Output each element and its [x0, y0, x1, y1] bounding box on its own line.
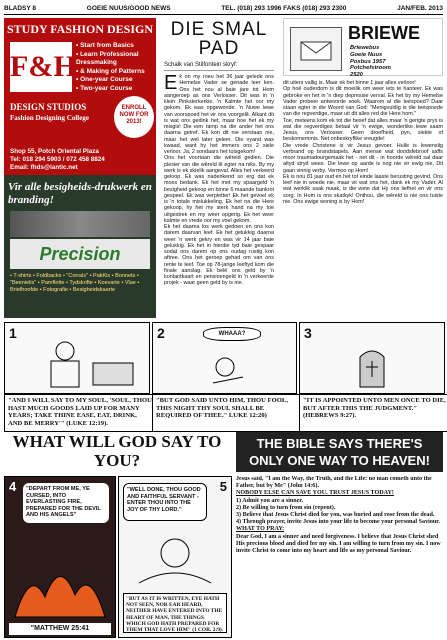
- fh-logo: F&H: [10, 42, 72, 92]
- address-line: 2520: [350, 72, 363, 79]
- shop-address: Shop 55, Potch Oriental Plaza: [10, 148, 99, 155]
- step-item: 3) Believe that Jesus Christ died for you, was buried and rose from the dead.: [236, 512, 435, 519]
- speech-bubble: "WELL DONE, THOU GOOD AND FAITHFUL SERVANT - ENTER THOU INTO THE JOY OF THY LORD.": [123, 483, 207, 521]
- step-item: 1) Admit you are a sinner.: [236, 497, 304, 504]
- scripture-quote: "AND I WILL SAY TO MY SOUL, 'SOUL, THOU HAST MUCH GOODS LAID UP FOR MANY YEARS; TAKE THINE EASE, EAT, DRINK, AND BE MERRY'" (LUKE 12:19).: [4, 394, 156, 432]
- article-paragraph: Ek het daarna los werk gedoen en ons kon darem daarvan leef. Ek het gelukkig daarna weer 'n werk gekry en was vir 14 jaar baie gelukkig. Ek het in hierdie tyd baie gespaar sodat ons darem op ons oudag rustig kon aftree. Ons het geroep gehad om van ons rente te leef. Toe op 78-jarige leeftyd kom die finale aanslag. Ek belê ons geld by 'n kontantkaart en pensioengeld in 'n verkeerde projek - waar geen geld by is nie.: [164, 224, 274, 287]
- letters-address: [350, 45, 391, 79]
- article-paragraph: Ek is nou 81 jaar oud en het tot einde laaste berusting gevind. Ons leef nie in woede nie, maar vir wat ons het, dank ek my Vader. Al wat werklik saak maak, is die wete dat Hy ons liefhet en vir ons sorg. In Hom is ons skatkyk! Onthou, die wêreld is nie ons tuiste nie. Ons ewige woning is by Hom!: [283, 173, 443, 205]
- address-line: Goeie Nuus: [350, 51, 383, 58]
- comic-panel: [299, 322, 445, 394]
- product-photo: [10, 211, 150, 237]
- article-paragraph: Ons het voortaan die wêreld gedien. Die plesier van die wêreld lê egter na niks. By my werk is ek skielik aangeval. Alles het verkeerd geloop. Ek was nadenkend so erg dat ek moes bedank. Ek het met my spaargeld 'n besigheid gekoop en binne 6 maande bankrot gespeel. Ek was verpletter! Ek het gevoel ek is 'n totale mislukkeling. Ek het na die Here gekoop, hy het my sterk hand na my toe uitgestrek en my weer opgerig. Ek het weer kalmte en vrede oor my voel gekom.: [164, 155, 274, 224]
- comic-panel: [4, 322, 150, 394]
- ad-title: STUDY FASHION DESIGN: [6, 22, 154, 36]
- ad-contact: [10, 148, 156, 172]
- article-continued: [283, 80, 443, 318]
- precision-logo: Precision: [10, 239, 150, 269]
- comic-panel: [4, 476, 116, 638]
- article-author: Schalk van Stilfontein skryf:: [164, 62, 274, 71]
- address-line: Posbus 1957: [350, 58, 386, 65]
- page-header: [4, 3, 443, 15]
- letters-title: BRIEWE: [348, 23, 420, 43]
- step-item: 4) Through prayer, invite Jesus into your life to become your personal Saviour.: [236, 519, 440, 526]
- ad-bullet: • One-year Course: [76, 76, 133, 83]
- ad-bullet: • Two-year Course: [76, 84, 133, 92]
- comic-strip: [4, 322, 446, 428]
- scripture-quote: "IT IS APPOINTED UNTO MEN ONCE TO DIE, BUT AFTER THIS THE JUDGMENT." (HEBREWS 9:27).: [299, 394, 447, 432]
- ad-phone: Tel: 018 294 5903 / 072 458 8824: [10, 156, 105, 163]
- ad-bullet: • Learn Professional Dressmaking: [76, 50, 139, 66]
- banner-line: THE BIBLE SAYS THERE'S: [256, 436, 423, 451]
- trust-jesus-line: NOBODY ELSE CAN SAVE YOU. TRUST JESUS TODAY!: [236, 490, 394, 497]
- ad-bullet: • & Making of Patterns: [76, 67, 145, 75]
- panel-number: 3: [304, 325, 312, 341]
- judgment-title: WHAT WILL GOD SAY TO YOU?: [12, 432, 222, 470]
- article-paragraph: k on my roeu het 36 jaar gelede ons Hemelse Vader se genade leer ken. Ons het nou al baie jare tot Hom aangeroep as ons Verlosser. Dit was in 'n klein Pinksterkerkie. 'n Kalmte het oor my gekom. Ek was opgewonde. 'n Nuwe lewe van voorspoed het vir ons voorgelê. Alkant dit is wat ons gedink het, maar hoe het ek my misgis! Die een ramp na die ander het ons daarna getref. Ek kon dit nie verstaan nie, maar het wel later geleer. Die vyand was kwaad, want hy het immers ons 2 siele verloor. Ja, 2 sondaars het tuisgekom!: [164, 74, 274, 155]
- college-line: Fashion Designing College: [10, 114, 89, 122]
- article-title: DIE SMAL PAD: [170, 19, 268, 59]
- article-paragraph: Toe, meteens kom ek tot die besef dat alles maar 'n gerigte prys is wat die regverdiges betaal vir 'n ewige, wonderlike lewe saam Jesus, ons Verlosser. Geen droefheid, pyn, siekte of beskomemmis. Net onbeskryflike vreugde!: [283, 117, 443, 143]
- ad-headline: Vir alle besigheids-drukwerk en branding!: [8, 181, 152, 206]
- bible-banner: [236, 432, 443, 472]
- salvation-steps: [236, 476, 443, 636]
- rich-man-illustration: [5, 323, 149, 393]
- panel-number: 5: [219, 479, 227, 494]
- issue-date: JAN/FEB. 2013: [397, 5, 443, 12]
- comic-panel: [152, 322, 297, 394]
- banner-line: ONLY ONE WAY TO HEAVEN!: [249, 453, 430, 468]
- article-paragraph: Op hoë ouderdom is dit moeilik om weer iets te hanteer. Ek was gebroke en het in 'n diep depressie verval. Ek het by my Hemelse Vader probeer antwoorde soek. Waarom al die teëspoed? Daar staan egter in die Woord van God: "Menigvuldig is die teëspoede van die regverdige, maar uit dit alles red die Here hom.": [283, 86, 443, 118]
- grave-illustration: [300, 323, 444, 393]
- studio-line: DESIGN STUDIOS: [10, 102, 87, 112]
- ad-bullets: [76, 42, 154, 93]
- heaven-illustration: [119, 523, 231, 593]
- services-list: • T-shirts • Foldbacks • "Corrals" • PakKis • Bonnets • "Beenielis" • Pamflette • Tydskrifte • Koevarte • Vlae • Briefhoofde • Fotografie • Besigheidskaarte: [10, 273, 140, 293]
- panel-number: 1: [9, 325, 17, 341]
- scripture-quote: "BUT GOD SAID UNTO HIM, THOU FOOL, THIS NIGHT THY SOUL SHALL BE REQUIRED OF THEE." LUKE 12:20): [152, 394, 303, 432]
- panel-number: 2: [157, 325, 165, 341]
- fire-illustration: [5, 477, 115, 637]
- studio-name: [10, 102, 110, 124]
- drop-cap: E: [164, 74, 178, 94]
- panel-number: 4: [9, 479, 17, 494]
- article-paragraph: dit uiters vallig is. Maar ek het binne 1 jaar alles verloor!: [283, 80, 416, 86]
- speech-bubble: "DEPART FROM ME, YE CURSED, INTO EVERLASTING FIRE, PREPARED FOR THE DEVIL AND HIS ANGELS": [23, 483, 109, 523]
- speech-bubble: WHAAA?: [203, 327, 261, 341]
- comic-panel: [118, 476, 232, 638]
- page-number: BLADSY 8: [4, 5, 37, 12]
- prayer-text: Dear God, I am a sinner and need forgiveness. I believe that Jesus Christ shed His precious blood and died for my sin. I am willing to turn from my sin. I now invite Christ to come into my heart and life as my personal Saviour.: [236, 533, 441, 555]
- ad-bullet: • Start from Basics: [76, 42, 134, 49]
- precision-print-ad: [4, 175, 156, 318]
- judgment-comic: [4, 476, 230, 636]
- article-paragraph: Die vrede Christene is vir Jesus gevoer. Hulle is lewenslig verbrand op brandstapels. Aan mense wat doodsfebroof saffs moor traumadourgemaak het - net dit - in hoorde wêreld sal daar altyd stryd wees. Die lewe op aarde is nog nie vir ewig nie. Dit gaan vinnig verby. Vermoo op Hom!: [283, 142, 443, 174]
- contact-line: TEL. (018) 293 1996 FAKS (018) 293 2300: [221, 5, 347, 12]
- what-to-pray-heading: WHAT TO PRAY:: [236, 526, 285, 533]
- address-line: Briewebus: [350, 45, 380, 51]
- publication-name: GOEIE NUUS/GOOD NEWS: [86, 5, 171, 12]
- scripture-reference: "MATTHEW 25:41: [9, 623, 111, 635]
- article-body: [164, 74, 274, 318]
- enroll-badge: ENROLL NOW FOR 2013!: [114, 96, 154, 138]
- address-line: Potchefstroom: [350, 65, 391, 72]
- letters-box: [283, 18, 443, 79]
- intro-verse: Jesus said, "I am the Way, the Truth, and the Life: no man cometh unto the Father, but by Me" (John 14:6).: [236, 476, 432, 490]
- mailbox-icon: [290, 27, 342, 71]
- ad-email: Email: fhds@lantic.net: [10, 164, 78, 171]
- step-item: 2) Be willing to turn from sin (repent).: [236, 504, 336, 511]
- scripture-quote: "BUT AS IT IS WRITTEN, EYE HATH NOT SEEN, NOR EAR HEARD, NEITHER HAVE ENTERED INTO THE HEART OF MAN, THE THINGS WHICH GOD HATH PREPARED FOR THEM THAT LOVE HIM" (1 COR. 2:9).: [123, 593, 227, 633]
